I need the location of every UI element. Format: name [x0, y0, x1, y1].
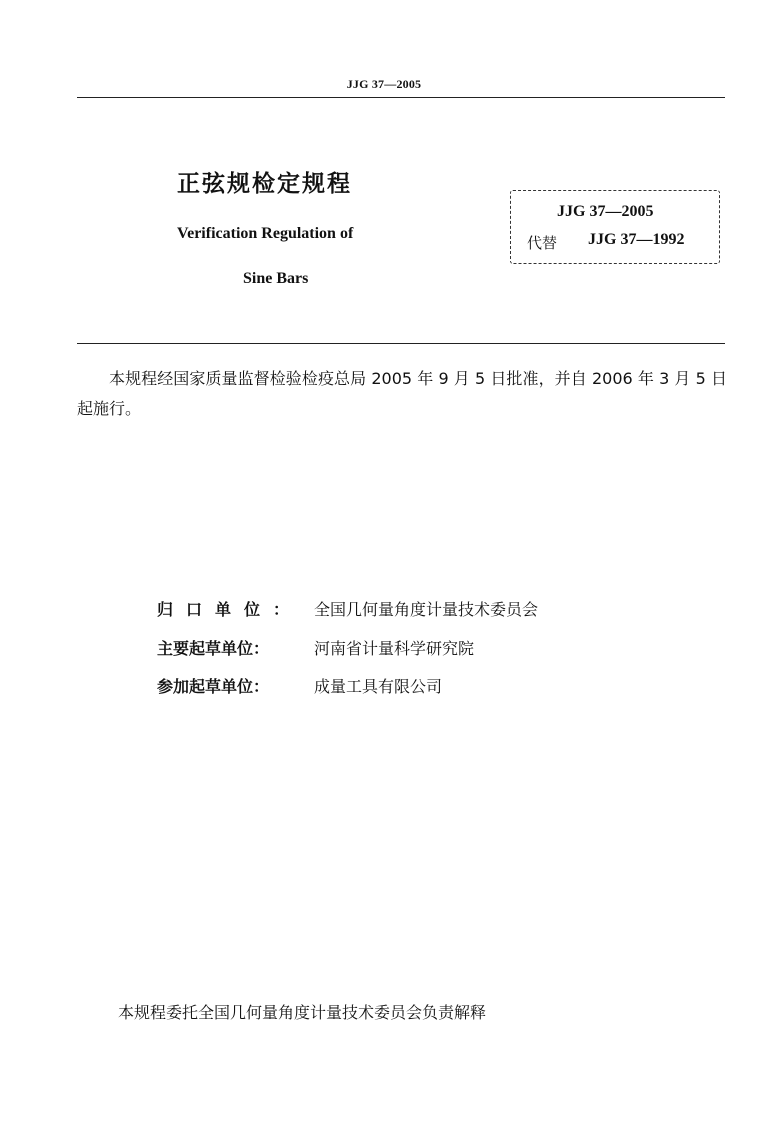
interpretation-note: 本规程委托全国几何量角度计量技术委员会负责解释 — [118, 1003, 487, 1022]
org-label-participating-drafter: 参加起草单位： — [157, 677, 270, 696]
org-label-char: 归 — [157, 600, 174, 619]
replaces-prefix: 代替 — [527, 234, 558, 252]
title-english-line1: Verification Regulation of — [177, 225, 354, 242]
replaced-standard-code: JJG 37—1992 — [588, 231, 685, 248]
section-rule — [77, 343, 725, 344]
org-label-char: 位 — [243, 600, 260, 619]
org-label-main-drafter: 主要起草单位： — [157, 639, 270, 658]
current-standard-code: JJG 37—2005 — [557, 203, 654, 220]
org-value-centralized: 全国几何量角度计量技术委员会 — [314, 600, 539, 619]
approval-statement: 本规程经国家质量监督检验检疫总局 2005 年 9 月 5 日批准，并自 2006 年 3 月 5 日起施行。 — [77, 369, 727, 418]
org-label-char: 口 — [185, 600, 202, 619]
org-label-char: 单 — [214, 600, 231, 619]
title-english-line2: Sine Bars — [243, 270, 309, 287]
org-value-participating-drafter: 成量工具有限公司 — [314, 677, 443, 696]
title-chinese: 正弦规检定规程 — [177, 171, 352, 197]
header-standard-code: JJG 37—2005 — [346, 77, 422, 91]
header-rule — [77, 97, 725, 98]
org-label-centralized — [157, 597, 289, 620]
org-value-main-drafter: 河南省计量科学研究院 — [314, 639, 475, 658]
org-label-char: ： — [272, 600, 289, 619]
